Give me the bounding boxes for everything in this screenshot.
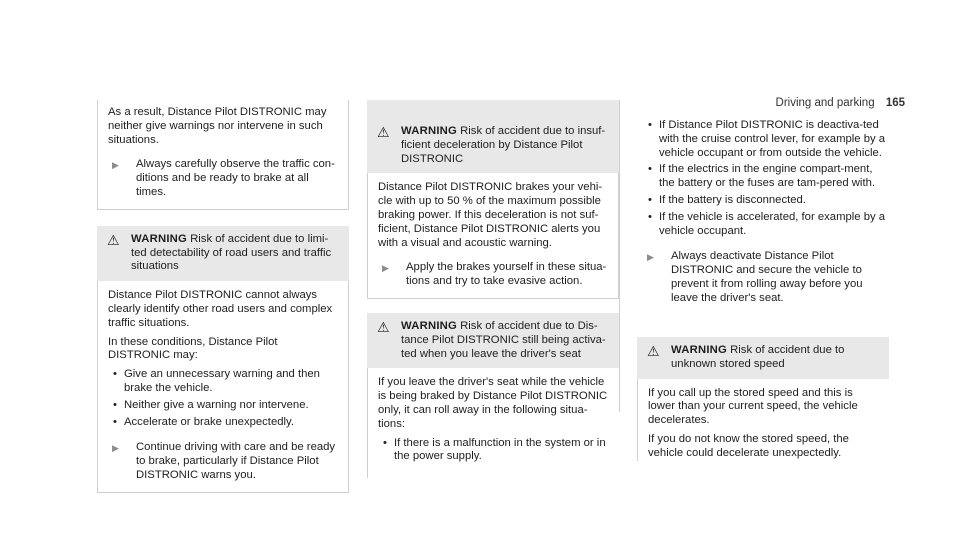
warning-box-1 xyxy=(97,226,349,493)
warning-paragraph-2: In these conditions, Distance Pilot DISTRONIC may: xyxy=(108,335,278,362)
list-item: • If the battery is disconnected. xyxy=(643,194,889,208)
warning-bullet-list xyxy=(108,368,338,429)
intro-text: As a result, Distance Pilot DISTRONIC may neither give warnings nor intervene in such situations. xyxy=(108,106,327,146)
warning-heading xyxy=(131,233,339,274)
column-3-divider xyxy=(619,100,620,412)
page-number: 165 xyxy=(885,97,905,109)
warning-body xyxy=(367,368,619,478)
warning-triangle-icon: ⚠ xyxy=(647,343,660,359)
warning-header xyxy=(367,313,619,368)
warning-paragraph-1: If you leave the driver's seat while the vehicle is being braked by Distance Pilot DISTRONIC only, it can roll away in the following situa-tions: xyxy=(378,376,608,430)
list-item: • If the vehicle is accelerated, for example by a vehicle occupant. xyxy=(643,211,889,239)
list-item: • If Distance Pilot DISTRONIC is deactiva-ted with the cruise control lever, for example by a vehicle occupant or from outside the vehicle. xyxy=(643,119,889,160)
warning-title: Risk of accident due to unknown stored speed xyxy=(671,344,845,370)
column-2 xyxy=(367,100,619,478)
list-item: • If there is a malfunction in the system or in the power supply. xyxy=(378,437,609,465)
warning-paragraph-1: Distance Pilot DISTRONIC cannot always clearly identify other road users and complex traffic situations. xyxy=(108,289,333,329)
warning-bullet-list xyxy=(378,437,609,465)
warning-header xyxy=(97,226,349,281)
column-3 xyxy=(637,119,889,306)
warning-body xyxy=(637,379,889,461)
warning-body xyxy=(97,281,349,493)
warning-label: WARNING xyxy=(671,344,727,356)
tip-3 xyxy=(378,261,608,289)
warning-box-3 xyxy=(367,313,619,478)
tip-arrow-icon: ▶ xyxy=(382,263,389,274)
warning-triangle-icon: ⚠ xyxy=(377,124,390,140)
warning-triangle-icon: ⚠ xyxy=(107,231,120,248)
warning-paragraph-2: If you do not know the stored speed, the vehicle could decelerate unexpectedly. xyxy=(648,432,849,459)
list-item: • Give an unnecessary warning and then brake the vehicle. xyxy=(108,368,338,396)
tip-2 xyxy=(108,441,338,482)
tip-1 xyxy=(108,158,338,199)
section-title: Driving and parking xyxy=(775,97,875,109)
warning-triangle-icon: ⚠ xyxy=(377,318,390,335)
warning-box-4 xyxy=(637,337,889,466)
tip-4-text: Always deactivate Distance Pilot DISTRONIC and secure the vehicle to prevent it from rolling away before you leave the driver's seat. xyxy=(671,250,863,304)
warning-header xyxy=(637,337,889,379)
warning-label: WARNING xyxy=(131,232,187,245)
continued-warning-box xyxy=(97,100,349,210)
warning-paragraph-1: If you call up the stored speed and this is lower than your current speed, the vehicle decelerates. xyxy=(648,386,858,427)
continued-bullet-list xyxy=(637,119,889,238)
warning-label: WARNING xyxy=(401,125,457,137)
column-1 xyxy=(97,100,349,493)
tip-arrow-icon: ▶ xyxy=(112,443,119,454)
warning-heading xyxy=(401,320,609,361)
warning-title: Risk of accident due to limi-ted detectability of road users and traffic situations xyxy=(131,232,332,273)
list-item: • Accelerate or brake unexpectedly. xyxy=(108,416,338,430)
tip-3-text: Apply the brakes yourself in these situa-tions and try to take evasive action. xyxy=(406,261,607,288)
warning-header xyxy=(367,100,619,173)
warning-box-2 xyxy=(367,100,619,299)
tip-1-text: Always carefully observe the traffic con-ditions and be ready to brake at all times. xyxy=(136,158,335,198)
tip-arrow-icon: ▶ xyxy=(647,252,654,263)
warning-heading xyxy=(671,344,879,372)
tip-4 xyxy=(637,250,889,305)
warning-title: Risk of accident due to Dis-tance Pilot DISTRONIC still being activa-ted when you leave the driver's seat xyxy=(401,319,606,360)
warning-label: WARNING xyxy=(401,319,457,332)
warning-body xyxy=(367,173,619,299)
list-item: • If the electrics in the engine compart-ment, the battery or the fuses are tam-pered with. xyxy=(643,163,889,191)
page-header xyxy=(776,97,905,109)
tip-2-text: Continue driving with care and be ready to brake, particularly if Distance Pilot DISTRONIC warns you. xyxy=(136,441,336,481)
list-item: • Neither give a warning nor intervene. xyxy=(108,399,338,413)
warning-title: Risk of accident due to insuf-ficient deceleration by Distance Pilot DISTRONIC xyxy=(401,125,606,165)
warning-paragraph-1: Distance Pilot DISTRONIC brakes your vehi-cle with up to 50 % of the maximum possible braking power. If this deceleration is not suf-ficient, Distance Pilot DISTRONIC alerts you with a visual and acoustic warning. xyxy=(378,181,603,249)
warning-heading xyxy=(401,125,609,166)
tip-arrow-icon: ▶ xyxy=(112,160,119,171)
